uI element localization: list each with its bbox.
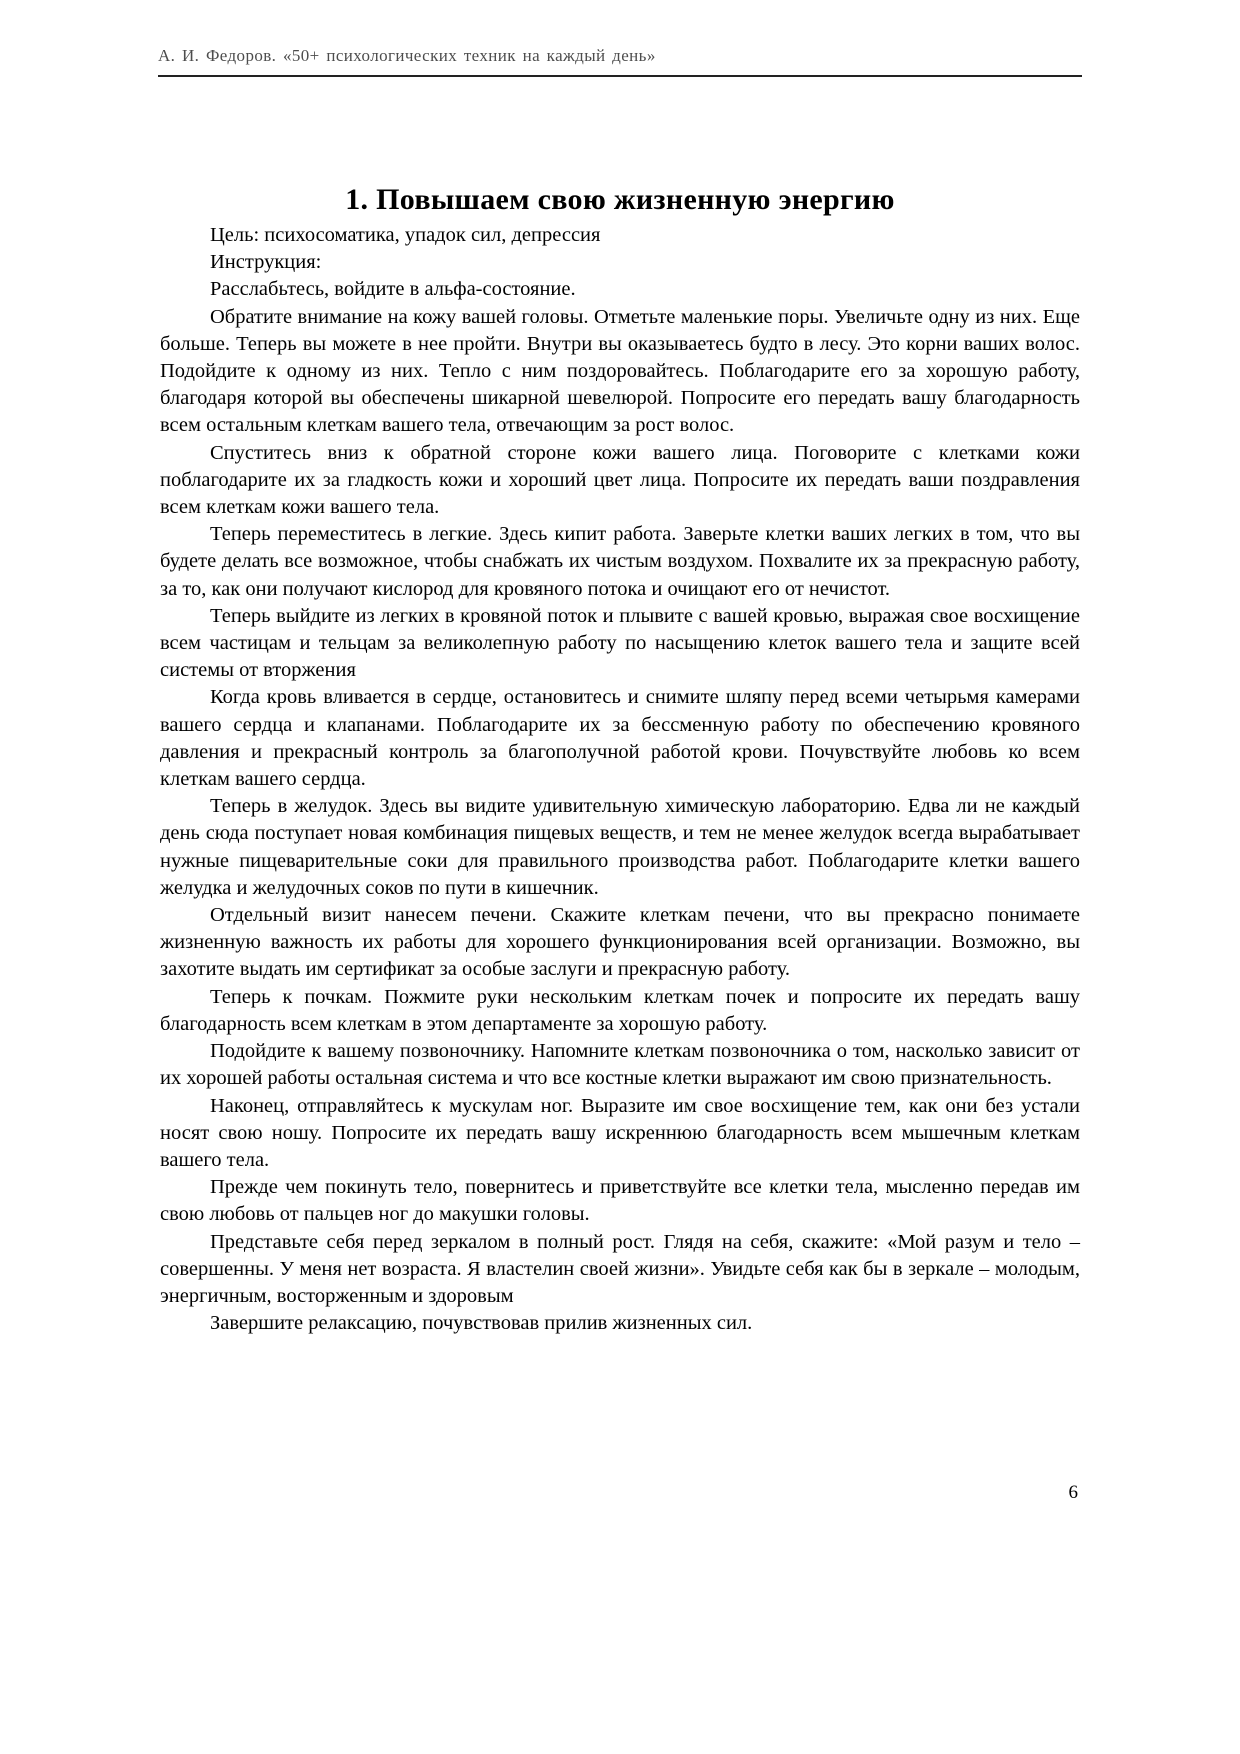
- paragraph: Цель: психосоматика, упадок сил, депрессия: [210, 224, 601, 246]
- paragraph: Расслабьтесь, войдите в альфа-состояние.: [210, 278, 576, 301]
- paragraph: Инструкция:: [210, 251, 322, 274]
- body-text: [160, 222, 1080, 1337]
- paragraph: Спуститесь вниз к обратной стороне кожи вашего лица. Поговорите с клетками кожи поблагодарите их за гладкость кожи и хороший цвет лица. Попросите их передать ваши поздравления всем клеткам кожи вашего тела.: [160, 441, 1080, 519]
- page-title: 1. Повышаем свою жизненную энергию: [345, 183, 895, 217]
- paragraph: Теперь к почкам. Пожмите руки нескольким клеткам почек и попросите их передать вашу благодарность всем клеткам в этом департаменте за хорошую работу.: [160, 985, 1080, 1035]
- running-header: [158, 46, 1082, 77]
- paragraph: Теперь переместитесь в легкие. Здесь кипит работа. Заверьте клетки ваших легких в том, что вы будете делать все возможное, чтобы снабжать их чистым воздухом. Похвалите их за прекрасную работу, за то, как они получают кислород для кровяного потока и очищают его от нечистот.: [160, 523, 1080, 600]
- paragraph: Завершите релаксацию, почувствовав прилив жизненных сил.: [210, 1312, 753, 1335]
- paragraph: Обратите внимание на кожу вашей головы. Отметьте маленькие поры. Увеличьте одну из них. Еще больше. Теперь вы можете в нее пройти. Внутри вы оказываетесь будто в лесу. Это корни ваших волос. Подойдите к одному из них. Тепло с ним поздоровайтесь. Поблагодарите его за хорошую работу, благодаря которой вы обеспечены шикарной шевелюрой. Попросите его передать вашу благодарность всем остальным клеткам вашего тела, отвечающим за рост волос.: [160, 305, 1080, 437]
- header-rule: [158, 75, 1082, 77]
- page-number: 6: [1068, 1482, 1078, 1503]
- paragraph: Подойдите к вашему позвоночнику. Напомните клеткам позвоночника о том, насколько зависит от их хорошей работы остальная система и что все костные клетки выражают им свою признательность.: [160, 1040, 1080, 1090]
- paragraph: Отдельный визит нанесем печени. Скажите клеткам печени, что вы прекрасно понимаете жизненную важность их работы для хорошего функционирования всей организации. Возможно, вы захотите выдать им сертификат за особые заслуги и прекрасную работу.: [160, 904, 1080, 981]
- paragraph: Теперь в желудок. Здесь вы видите удивительную химическую лабораторию. Едва ли не каждый день сюда поступает новая комбинация пищевых веществ, и тем не менее желудок всегда вырабатывает нужные пищеварительные соки для правильного производства работ. Поблагодарите клетки вашего желудка и желудочных соков по пути в кишечник.: [160, 795, 1080, 899]
- paragraph: Теперь выйдите из легких в кровяной поток и плывите с вашей кровью, выражая свое восхищение всем частицам и тельцам за великолепную работу по насыщению клеток вашего тела и защите всей системы от вторжения: [160, 604, 1080, 682]
- paragraph: Когда кровь вливается в сердце, остановитесь и снимите шляпу перед всеми четырьмя камерами вашего сердца и клапанами. Поблагодарите их за бессменную работу по обеспечению кровяного давления и прекрасный контроль за благополучной работой крови. Почувствуйте любовь ко всем клеткам вашего сердца.: [160, 686, 1080, 791]
- paragraph: Наконец, отправляйтесь к мускулам ног. Выразите им свое восхищение тем, как они без устали носят свою ношу. Попросите их передать вашу искреннюю благодарность всем мышечным клеткам вашего тела.: [160, 1094, 1080, 1171]
- running-header-text: А. И. Федоров. «50+ психологических техник на каждый день»: [158, 46, 656, 65]
- paragraph: Представьте себя перед зеркалом в полный рост. Глядя на себя, скажите: «Мой разум и тело – совершенны. У меня нет возраста. Я властелин своей жизни». Увидьте себя как бы в зеркале – молодым, энергичным, восторженным и здоровым: [160, 1230, 1080, 1307]
- paragraph: Прежде чем покинуть тело, повернитесь и приветствуйте все клетки тела, мысленно передав им свою любовь от пальцев ног до макушки головы.: [160, 1176, 1080, 1226]
